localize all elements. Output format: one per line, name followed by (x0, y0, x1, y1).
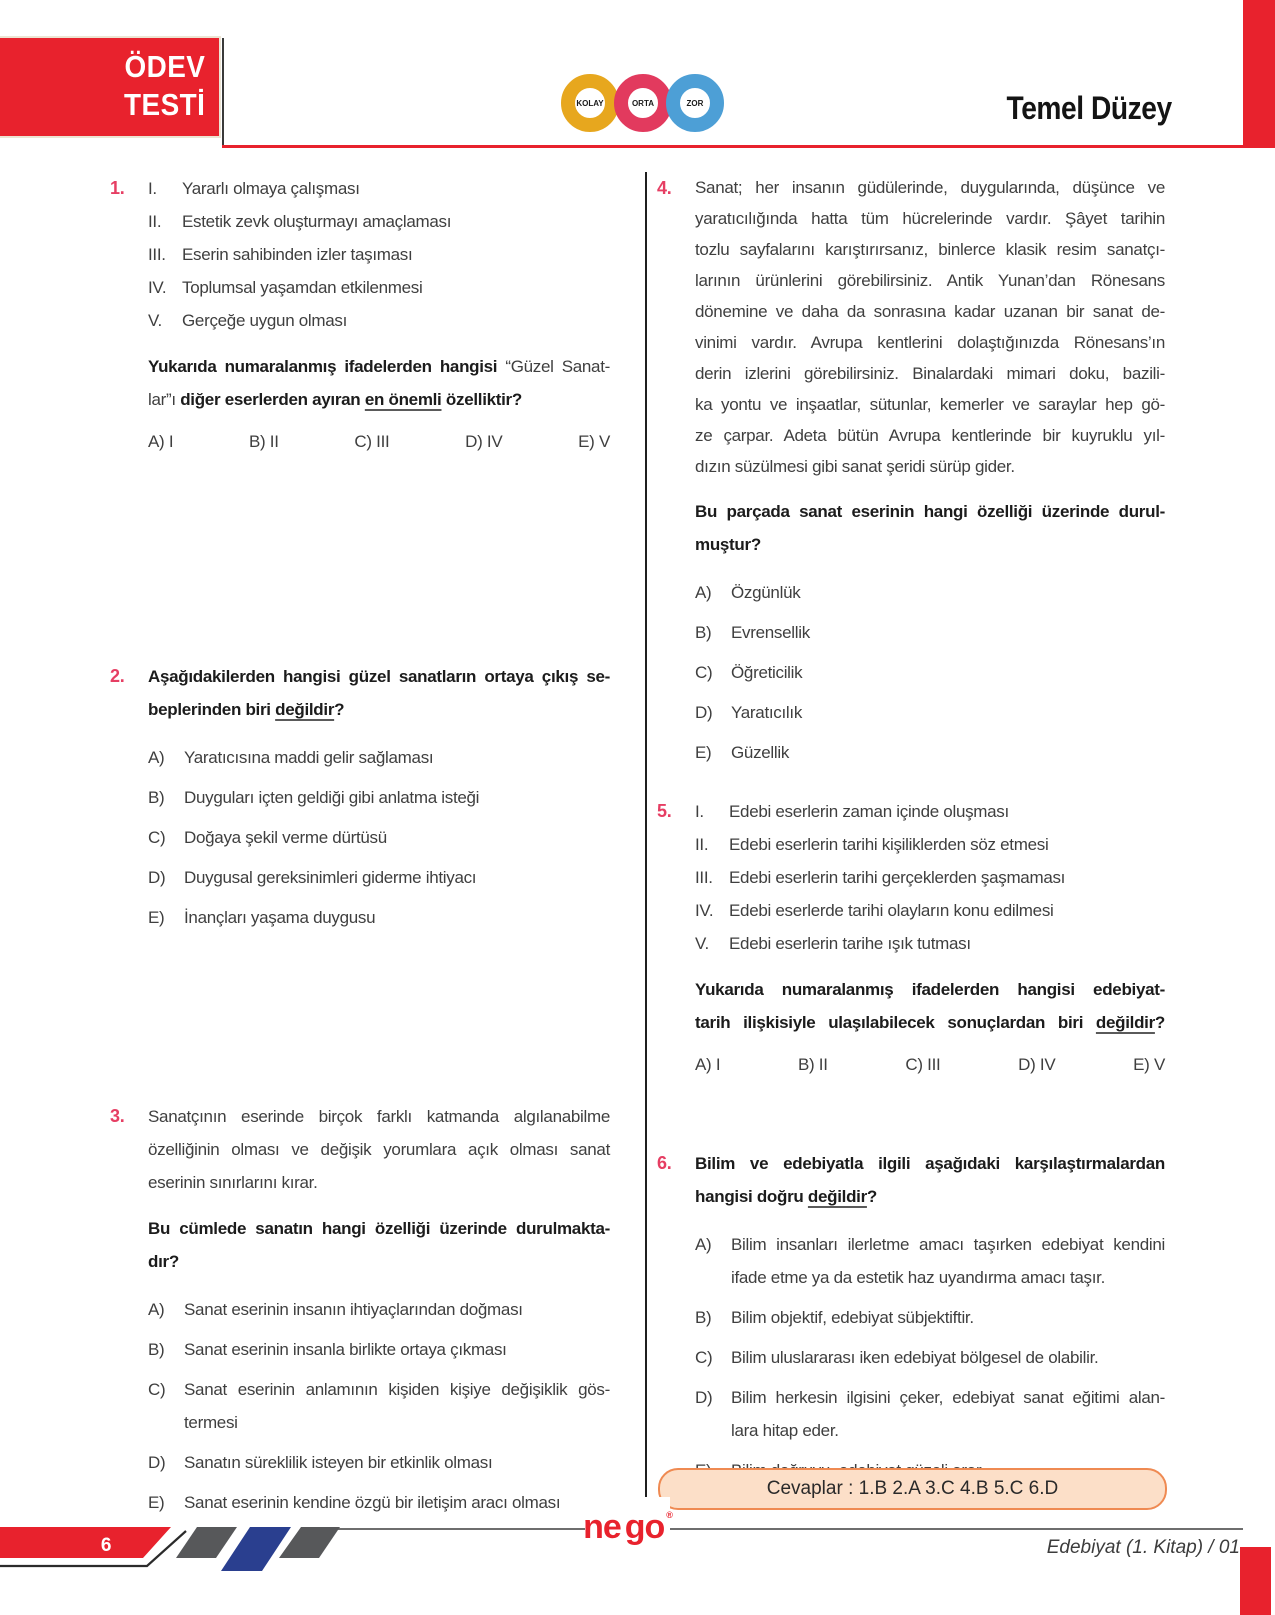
item-text: Gerçeğe uygun olması (182, 311, 348, 330)
question-number: 1. (110, 178, 125, 198)
choice: A) I (695, 1055, 721, 1074)
option-text: termesi (184, 1413, 238, 1432)
option-row (695, 696, 1165, 729)
badge-divider-line (222, 38, 224, 148)
option-letter: D) (695, 1388, 713, 1407)
question-passage (148, 1100, 610, 1199)
passage-line: tozlu sayfalarını karıştırırsanız, binlerce klasik resim sanatçı- (695, 240, 1165, 259)
option-row (695, 1381, 1165, 1447)
roman-item (148, 304, 610, 337)
question-3 (110, 1100, 610, 1526)
option-letter: C) (148, 828, 166, 847)
option-row (695, 736, 1165, 769)
stem-segment: ? (866, 1187, 878, 1206)
difficulty-label: ZOR (686, 98, 704, 108)
option-row (148, 741, 610, 774)
right-edge-bar-top (1243, 0, 1275, 148)
item-label: II. (695, 835, 709, 854)
option-row (148, 901, 610, 934)
stem-line: Bu cümlede sanatın hangi özelliği üzerinde durulmakta- (148, 1219, 610, 1238)
roman-item (148, 238, 610, 271)
roman-item (695, 828, 1165, 861)
stem-segment: ? (1154, 1013, 1165, 1032)
option-row (695, 1301, 1165, 1334)
stem-line (695, 1006, 1165, 1039)
question-stem (148, 350, 610, 416)
level-title: Temel Düzey (1006, 90, 1172, 126)
choice: E) V (1133, 1055, 1165, 1074)
option-row (695, 656, 1165, 689)
logo-text-ne: ne (583, 1508, 621, 1546)
item-text: Estetik zevk oluşturmayı amaçlaması (182, 212, 452, 231)
footer-rule-right (664, 1528, 1243, 1530)
roman-item (148, 205, 610, 238)
question-4 (657, 172, 1165, 776)
option-letter: B) (148, 1340, 165, 1359)
option-text: Duygusal gereksinimleri giderme ihtiyacı (184, 868, 477, 887)
stem-line: Yukarıda numaralanmış ifadelerden hangisi edebiyat- (695, 980, 1165, 999)
roman-item (695, 927, 1165, 960)
option-row (695, 1228, 1165, 1294)
option-text: Bilim uluslararası iken edebiyat bölgesel de olabilir. (731, 1348, 1099, 1367)
choice-row (148, 432, 610, 452)
stem-segment-underlined: en önemli (364, 390, 442, 409)
choice: E) V (578, 432, 610, 451)
option-text: lara hitap eder. (731, 1421, 839, 1440)
option-letter: B) (695, 623, 712, 642)
option-row (148, 781, 610, 814)
item-text: Edebi eserlerin tarihe ışık tutması (729, 934, 971, 953)
option-letter: D) (148, 1453, 166, 1472)
stem-segment: Yukarıda numaralanmış ifadelerden hangisi (148, 357, 498, 376)
option-text: Duyguları içten geldiği gibi anlatma isteği (184, 788, 480, 807)
roman-item (148, 172, 610, 205)
option-text: ifade etme ya da estetik haz uyandırma amacı taşır. (731, 1268, 1106, 1287)
passage-line: ze çarpar. Adeta bütün Avrupa kentlerinde bir kuyruklu yıl- (695, 426, 1165, 445)
item-label: IV. (695, 901, 714, 920)
passage-line: dönemine ve daha da sonrasına kadar uzanan bir sanat de- (695, 302, 1165, 321)
stem-segment: lar”ı (148, 390, 181, 409)
option-letter: A) (695, 1235, 712, 1254)
answer-key-text: Cevaplar : 1.B 2.A 3.C 4.B 5.C 6.D (766, 1478, 1059, 1499)
option-text: Sanat eserinin insanın ihtiyaçlarından doğması (184, 1300, 523, 1319)
option-text: Sanat eserinin kendine özgü bir iletişim aracı olması (184, 1493, 561, 1512)
option-letter: A) (148, 1300, 165, 1319)
item-label: II. (148, 212, 162, 231)
roman-item (695, 861, 1165, 894)
option-letter: B) (695, 1308, 712, 1327)
stem-segment: özelliktir? (441, 390, 522, 409)
passage-line: vinimi vardır. Avrupa kentlerini dolaştığınızda Rönesans’ın (695, 333, 1165, 352)
option-text: Sanatın süreklilik isteyen bir etkinlik olması (184, 1453, 493, 1472)
difficulty-label: ORTA (631, 98, 655, 108)
stem-segment: hangisi doğru (695, 1187, 808, 1206)
option-text: Öğreticilik (731, 663, 803, 682)
option-row (695, 1341, 1165, 1374)
question-stem (695, 1147, 1165, 1213)
item-text: Toplumsal yaşamdan etkilenmesi (182, 278, 423, 297)
choice: B) II (248, 432, 279, 451)
option-letter: C) (695, 663, 713, 682)
roman-item (695, 795, 1165, 828)
item-text: Eserin sahibinden izler taşıması (182, 245, 413, 264)
question-passage (695, 172, 1165, 482)
stem-line (148, 350, 610, 383)
item-label: I. (695, 802, 704, 821)
item-label: V. (695, 934, 709, 953)
item-label: I. (148, 179, 157, 198)
registered-mark: ® (666, 1510, 673, 1520)
choice: A) I (148, 432, 174, 451)
passage-line: larının ürünlerini görebilirsiniz. Antik Yunan’dan Rönesans (695, 271, 1165, 290)
option-row (695, 576, 1165, 609)
option-text: Bilim insanları ilerletme amacı taşırken edebiyat kendini (731, 1235, 1165, 1254)
header-rule (222, 145, 1243, 148)
option-letter: B) (148, 788, 165, 807)
item-label: III. (148, 245, 166, 264)
option-text: Özgünlük (731, 583, 801, 602)
item-label: V. (148, 311, 162, 330)
column-divider (645, 172, 647, 1504)
logo-text-go: go (624, 1508, 665, 1546)
item-text: Yararlı olmaya çalışması (182, 179, 360, 198)
passage-line: dızın süzülmesi gibi sanat şeridi sürüp gider. (695, 457, 1015, 476)
option-text: Doğaya şekil verme dürtüsü (184, 828, 387, 847)
roman-item (148, 271, 610, 304)
passage-line: özelliğinin olması ve değişik yorumlara açık olması sanat (148, 1140, 610, 1159)
item-text: Edebi eserlerin tarihi kişiliklerden söz etmesi (729, 835, 1049, 854)
option-text: Bilim herkesin ilgisini çeker, edebiyat sanat eğitimi alan- (731, 1388, 1165, 1407)
stem-segment: ? (334, 700, 345, 719)
option-text: Evrensellik (731, 623, 810, 642)
option-row (148, 1333, 610, 1366)
stem-line: Bu parçada sanat eserinin hangi özelliği üzerinde durul- (695, 502, 1165, 521)
passage-line: ka yontu ve inşaatlar, sütunlar, kemerler ve saraylar hep gö- (695, 395, 1165, 414)
option-row (148, 861, 610, 894)
stem-line: dır? (148, 1252, 179, 1271)
difficulty-ring-zor-icon (666, 74, 724, 132)
option-text: İnançları yaşama duygusu (184, 908, 376, 927)
question-stem (695, 495, 1165, 561)
option-row (148, 1446, 610, 1479)
option-row (148, 1293, 610, 1326)
stem-line: Bilim ve edebiyatla ilgili aşağıdaki karşılaştırmalardan (695, 1154, 1165, 1173)
question-stem (148, 660, 610, 726)
page-number-band (0, 1527, 171, 1558)
footer-stripes (0, 1524, 345, 1580)
difficulty-ring-kolay-icon (561, 74, 619, 132)
option-letter: C) (695, 1348, 713, 1367)
option-letter: E) (148, 908, 165, 927)
stem-segment-underlined: değildir (807, 1187, 867, 1206)
stem-line (148, 383, 610, 416)
option-letter: E) (695, 743, 712, 762)
answer-key-box (658, 1468, 1167, 1510)
question-stem (148, 1212, 610, 1278)
stem-segment: “Güzel Sanat- (497, 357, 610, 376)
stem-segment-underlined: değildir (1095, 1013, 1155, 1032)
choice: C) III (905, 1055, 941, 1074)
option-row (148, 1373, 610, 1439)
choice-row (695, 1055, 1165, 1075)
stem-segment-underlined: değildir (275, 700, 335, 719)
option-row (148, 821, 610, 854)
item-text: Edebi eserlerin tarihi gerçeklerden şaşmaması (729, 868, 1066, 887)
passage-line: yaratıcılığında hatta tüm hücrelerinde vardır. Şâyet tarihin (695, 209, 1165, 228)
option-row (148, 1486, 610, 1519)
stem-segment: beplerinden biri (148, 700, 276, 719)
page-number: 6 (100, 1535, 112, 1556)
edition-label: Edebiyat (1. Kitap) / 01 (1046, 1537, 1240, 1558)
question-1 (110, 172, 610, 452)
passage-line: derin izlerini görebilirsiniz. Binalardaki mimari doku, bazili- (695, 364, 1165, 383)
question-number: 2. (110, 666, 125, 686)
passage-line: Sanat; her insanın güdülerinde, duygularında, düşünce ve (695, 178, 1165, 197)
roman-item (695, 894, 1165, 927)
option-row (695, 616, 1165, 649)
option-letter: A) (695, 583, 712, 602)
difficulty-label: KOLAY (576, 98, 604, 108)
stem-line (148, 693, 610, 726)
question-number: 6. (657, 1153, 672, 1173)
option-text: Bilim objektif, edebiyat sübjektiftir. (731, 1308, 974, 1327)
choice: B) II (797, 1055, 828, 1074)
question-5 (657, 795, 1165, 1075)
option-letter: D) (695, 703, 713, 722)
item-label: III. (695, 868, 713, 887)
option-letter: D) (148, 868, 166, 887)
stem-line (695, 1180, 1165, 1213)
option-text: Yaratıcılık (731, 703, 803, 722)
test-badge (0, 38, 219, 136)
item-label: IV. (148, 278, 167, 297)
question-stem (695, 973, 1165, 1039)
question-6 (657, 1134, 1165, 1494)
option-text: Sanat eserinin anlamının kişiden kişiye değişiklik gös- (184, 1380, 610, 1399)
option-text: Yaratıcısına maddi gelir sağlaması (184, 748, 434, 767)
question-number: 3. (110, 1106, 125, 1126)
stem-segment: diğer eserlerden ayıran (180, 390, 365, 409)
item-text: Edebi eserlerin zaman içinde oluşması (729, 802, 1009, 821)
passage-line: eserinin sınırlarını kırar. (148, 1173, 318, 1192)
nego-logo (583, 1497, 673, 1557)
badge-line-1: ÖDEV (124, 49, 205, 84)
difficulty-ring-orta-icon (614, 74, 672, 132)
option-text: Güzellik (731, 743, 790, 762)
choice: D) IV (1018, 1055, 1056, 1074)
passage-line: Sanatçının eserinde birçok farklı katmanda algılanabilme (148, 1107, 610, 1126)
question-number: 5. (657, 801, 672, 821)
option-letter: E) (148, 1493, 165, 1512)
right-edge-bar-bottom (1240, 1547, 1271, 1615)
item-text: Edebi eserlerde tarihi olayların konu edilmesi (729, 901, 1054, 920)
stem-segment: tarih ilişkisiyle ulaşılabilecek sonuçlardan biri (695, 1013, 1096, 1032)
stem-line: muştur? (695, 535, 761, 554)
question-2 (110, 647, 610, 941)
choice: D) IV (465, 432, 503, 451)
badge-line-2: TESTİ (123, 87, 205, 122)
option-text: Sanat eserinin insanla birlikte ortaya çıkması (184, 1340, 507, 1359)
stem-line: Aşağıdakilerden hangisi güzel sanatların ortaya çıkış se- (148, 667, 610, 686)
option-letter: A) (148, 748, 165, 767)
choice: C) III (354, 432, 390, 451)
question-number: 4. (657, 178, 672, 198)
stripe-gray-2 (279, 1527, 340, 1558)
option-letter: C) (148, 1380, 166, 1399)
footer-rule-left (332, 1528, 585, 1530)
